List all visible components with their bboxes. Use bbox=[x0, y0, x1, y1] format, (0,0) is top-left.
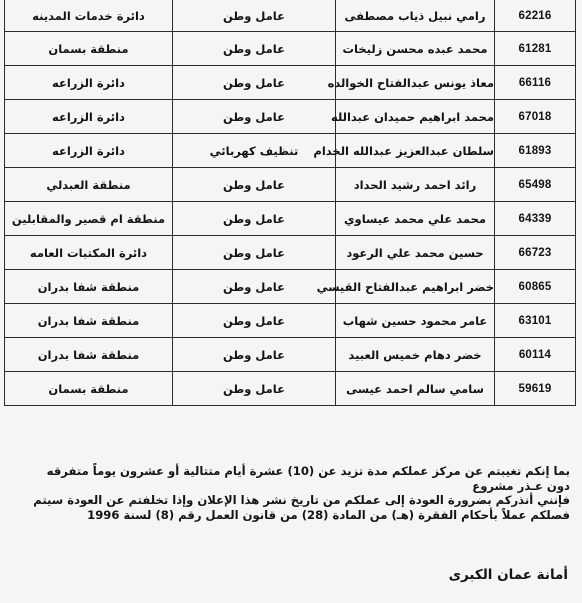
employee-name-cell: محمد ابراهيم حميدان عبدالله bbox=[336, 100, 495, 134]
employee-id-cell: 60865 bbox=[495, 270, 576, 304]
table-row bbox=[5, 0, 576, 32]
department-cell: منطقة العبدلي bbox=[5, 168, 173, 202]
job-title-cell: عامل وطن bbox=[173, 66, 336, 100]
department-cell: منطقة بسمان bbox=[5, 32, 173, 66]
employees-table bbox=[4, 0, 576, 406]
job-title-cell: عامل وطن bbox=[173, 236, 336, 270]
employee-name-cell: رامي نبيل ذياب مصطفى bbox=[336, 0, 495, 32]
department-cell: دائرة المكتبات العامه bbox=[5, 236, 173, 270]
department-cell: دائرة خدمات المدينه bbox=[5, 0, 173, 32]
employee-name-cell: رائد احمد رشيد الحداد bbox=[336, 168, 495, 202]
table-row bbox=[5, 202, 576, 236]
department-cell: دائرة الزراعه bbox=[5, 134, 173, 168]
employee-id-cell: 65498 bbox=[495, 168, 576, 202]
notice-line-1: بما إنكم تغيبتم عن مركز عملكم مدة تزيد عن (10) عشرة أيام متتالية أو عشرون يوماً متفرقه bbox=[46, 464, 570, 478]
employee-name-cell: سامي سالم احمد عيسى bbox=[336, 372, 495, 406]
warning-notice bbox=[10, 464, 570, 522]
table-row bbox=[5, 372, 576, 406]
issuer-signature: أمانة عمان الكبرى bbox=[448, 567, 568, 583]
job-title-cell: عامل وطن bbox=[173, 202, 336, 236]
table-row bbox=[5, 100, 576, 134]
employee-id-cell: 61281 bbox=[495, 32, 576, 66]
department-cell: منطقة ام قصير والمقابلين bbox=[5, 202, 173, 236]
job-title-cell: عامل وطن bbox=[173, 338, 336, 372]
department-cell: منطقة شفا بدران bbox=[5, 304, 173, 338]
employee-id-cell: 60114 bbox=[495, 338, 576, 372]
table-row bbox=[5, 134, 576, 168]
employee-name-cell: عامر محمود حسين شهاب bbox=[336, 304, 495, 338]
table-row bbox=[5, 270, 576, 304]
employee-name-cell: حسين محمد علي الرعود bbox=[336, 236, 495, 270]
employee-id-cell: 66116 bbox=[495, 66, 576, 100]
department-cell: منطقة شفا بدران bbox=[5, 338, 173, 372]
employee-name-cell: خضر ابراهيم عبدالفتاح القيسي bbox=[336, 270, 495, 304]
notice-line-2: دون عـذر مشروع bbox=[472, 478, 570, 493]
department-cell: منطقة شفا بدران bbox=[5, 270, 173, 304]
table-row bbox=[5, 66, 576, 100]
department-cell: دائرة الزراعه bbox=[5, 66, 173, 100]
table-row bbox=[5, 236, 576, 270]
employee-id-cell: 67018 bbox=[495, 100, 576, 134]
department-cell: منطقة بسمان bbox=[5, 372, 173, 406]
employee-id-cell: 63101 bbox=[495, 304, 576, 338]
job-title-cell: عامل وطن bbox=[173, 372, 336, 406]
job-title-cell: عامل وطن bbox=[173, 304, 336, 338]
job-title-cell: عامل وطن bbox=[173, 32, 336, 66]
employee-name-cell: معاذ يونس عبدالفتاح الخوالده bbox=[336, 66, 495, 100]
employee-name-cell: محمد عبده محسن زليخات bbox=[336, 32, 495, 66]
department-cell: دائرة الزراعه bbox=[5, 100, 173, 134]
job-title-cell: عامل وطن bbox=[173, 168, 336, 202]
table-row bbox=[5, 168, 576, 202]
job-title-cell: عامل وطن bbox=[173, 0, 336, 32]
employee-name-cell: محمد علي محمد عيساوي bbox=[336, 202, 495, 236]
table-row bbox=[5, 32, 576, 66]
table-row bbox=[5, 304, 576, 338]
notice-line-4: فصلكم عملاً بأحكام الفقرة (هـ) من المادة (28) من قانون العمل رقم (8) لسنة 1996 bbox=[87, 507, 570, 522]
job-title-cell: عامل وطن bbox=[173, 270, 336, 304]
table-row bbox=[5, 338, 576, 372]
employee-name-cell: خضر دهام خميس العبيد bbox=[336, 338, 495, 372]
employee-id-cell: 61893 bbox=[495, 134, 576, 168]
job-title-cell: تنظيف كهربائي bbox=[173, 134, 336, 168]
employee-id-cell: 62216 bbox=[495, 0, 576, 32]
employee-id-cell: 66723 bbox=[495, 236, 576, 270]
employee-id-cell: 59619 bbox=[495, 372, 576, 406]
employees-table-body bbox=[5, 0, 576, 406]
employee-id-cell: 64339 bbox=[495, 202, 576, 236]
employee-name-cell: سلطان عبدالعزيز عبدالله الخدام bbox=[336, 134, 495, 168]
notice-line-3: فإنني أنذركم بضرورة العودة إلى عملكم من تاريخ نشر هذا الإعلان وإذا تخلفتم عن العودة سيتم bbox=[33, 493, 570, 507]
job-title-cell: عامل وطن bbox=[173, 100, 336, 134]
